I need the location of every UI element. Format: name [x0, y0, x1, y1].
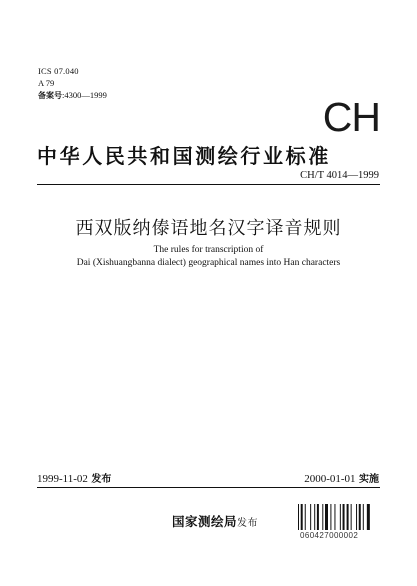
barcode-bar: [340, 504, 341, 530]
barcode-bar: [298, 504, 299, 530]
classification-code: A 79: [38, 78, 55, 88]
publisher: [172, 512, 258, 530]
barcode-bar: [330, 504, 331, 530]
implementation-date-value: 2000-01-01: [304, 473, 356, 485]
ch-logo: CH: [322, 94, 380, 140]
barcode-number: 060427000002: [300, 531, 359, 540]
barcode-bar: [301, 504, 303, 530]
barcode: [296, 504, 380, 554]
barcode-bars: [298, 504, 370, 530]
filing-label: 备案号: [38, 91, 62, 100]
barcode-bar: [356, 504, 357, 530]
barcode-bar: [347, 504, 349, 530]
barcode-bar: [314, 504, 315, 530]
barcode-bar: [322, 504, 323, 530]
barcode-bar: [363, 504, 364, 530]
document-title-en-line1: The rules for transcription of: [153, 245, 264, 255]
filing-number: [38, 90, 107, 101]
barcode-bar: [334, 504, 335, 530]
barcode-bar: [325, 504, 328, 530]
barcode-bar: [310, 504, 311, 530]
barcode-bar: [359, 504, 361, 530]
barcode-bar: [317, 504, 319, 530]
publisher-suffix: 发布: [237, 518, 259, 529]
document-title-en-line2: Dai (Xishuangbanna dialect) geographical names into Han characters: [76, 258, 341, 268]
top-divider: [37, 184, 380, 185]
ics-code: ICS 07.040: [38, 66, 79, 76]
standard-title: 中华人民共和国测绘行业标准: [37, 144, 331, 168]
barcode-bar: [343, 504, 345, 530]
issue-date-suffix: 发布: [87, 474, 112, 485]
document-title-cn: 西双版纳傣语地名汉字译音规则: [75, 218, 342, 239]
barcode-bar: [305, 504, 306, 530]
barcode-bar: [367, 504, 370, 530]
publisher-name: 国家测绘局: [172, 514, 238, 529]
barcode-bar: [351, 504, 352, 530]
implementation-date-suffix: 实施: [355, 474, 379, 485]
implementation-date: [304, 470, 379, 485]
issue-date-value: 1999-11-02: [37, 473, 88, 485]
bottom-divider: [37, 487, 380, 488]
standard-number: CH/T 4014—1999: [300, 170, 379, 181]
filing-value: :4300—1999: [62, 90, 107, 100]
issue-date: [37, 470, 111, 485]
